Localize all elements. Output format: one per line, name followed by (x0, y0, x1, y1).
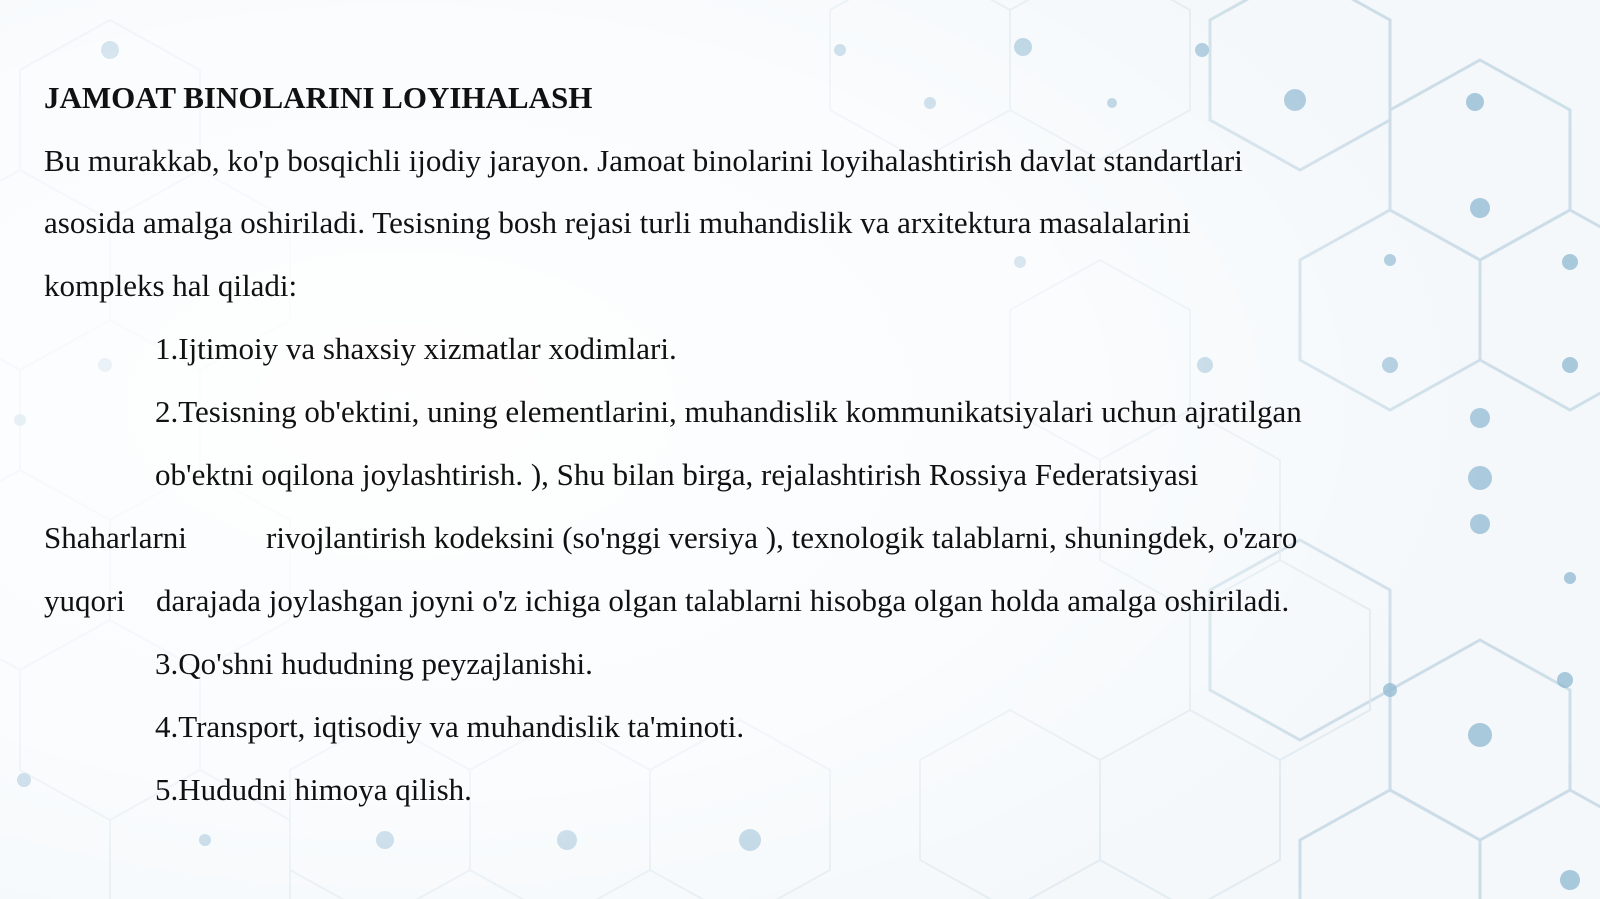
list-item-2-line-3-rest: rivojlantirish kodeksini (so'nggi versiya ), texnologik talablarni, shuningdek, o'zaro (266, 520, 1298, 555)
paragraph-line-1: Bu murakkab, ko'p bosqichli ijodiy jarayon. Jamoat binolarini loyihalashtirish davlat standartlari (44, 143, 1243, 178)
list-item-5: 5.Hududni himoya qilish. (155, 772, 472, 807)
slide-title: JAMOAT BINOLARINI LOYIHALASH (44, 80, 593, 115)
list-item-2-line-1: 2.Tesisning ob'ektini, uning elementlarini, muhandislik kommunikatsiyalari uchun ajratilgan (155, 394, 1302, 429)
list-item-1: 1.Ijtimoiy va shaxsiy xizmatlar xodimlari. (155, 331, 677, 366)
list-item-4: 4.Transport, iqtisodiy va muhandislik ta'minoti. (155, 709, 745, 744)
list-item-3: 3.Qo'shni hududning peyzajlanishi. (155, 646, 593, 681)
list-item-2-line-3-first-word: Shaharlarni (44, 520, 187, 555)
paragraph-line-3: kompleks hal qiladi: (44, 268, 298, 303)
paragraph-line-2: asosida amalga oshiriladi. Tesisning bosh rejasi turli muhandislik va arxitektura masalalarini (44, 205, 1191, 240)
list-item-2-line-4-rest: darajada joylashgan joyni o'z ichiga olgan talablarni hisobga olgan holda amalga oshiriladi. (156, 583, 1290, 618)
list-item-2-line-4-first-word: yuqori (44, 583, 125, 618)
list-item-2-line-3 (44, 522, 1444, 553)
list-item-2-line-2: ob'ektni oqilona joylashtirish. ), Shu bilan birga, rejalashtirish Rossiya Federatsiyasi (155, 457, 1199, 492)
list-item-2-line-4 (44, 585, 1289, 616)
